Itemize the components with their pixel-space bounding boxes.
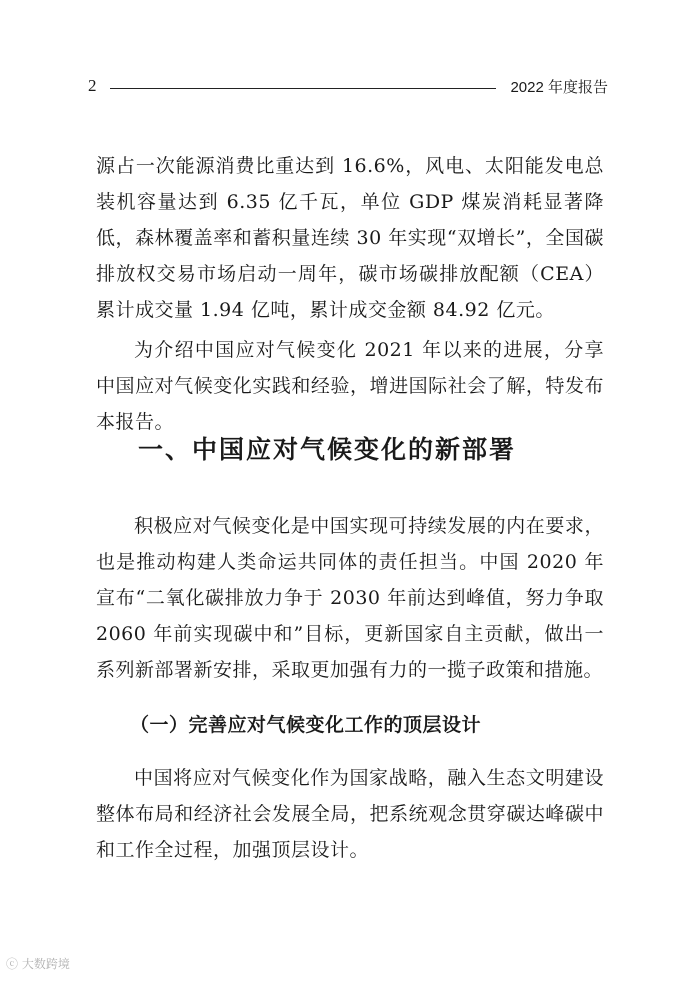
paragraph-continued: 源占一次能源消费比重达到 16.6%，风电、太阳能发电总装机容量达到 6.35 亿千瓦，单位 GDP 煤炭消耗显著降低，森林覆盖率和蓄积量连续 30 年实现“双增长”，全国碳排放权交易市场启动一周年，碳市场碳排放配额（CEA）累计成交量 1.94 亿吨，累计成交金额 84.92 亿元。 — [96, 155, 604, 321]
watermark-text: 大数跨境 — [21, 957, 70, 971]
subsection-heading: （一）完善应对气候变化工作的顶层设计 — [130, 714, 482, 736]
paragraph-intro: 为介绍中国应对气候变化 2021 年以来的进展，分享中国应对气候变化实践和经验，增进国际社会了解，特发布本报告。 — [96, 339, 604, 433]
report-title: 2022 年度报告 — [510, 79, 608, 96]
page-number: 2 — [88, 76, 97, 95]
header-rule — [110, 88, 496, 89]
page-header — [88, 72, 608, 102]
section-heading: 一、中国应对气候变化的新部署 — [138, 435, 517, 464]
paragraph-subsection-1: 中国将应对气候变化作为国家战略，融入生态文明建设整体布局和经济社会发展全局，把系统观念贯穿碳达峰碳中和工作全过程，加强顶层设计。 — [96, 767, 604, 861]
watermark-logo-icon: ⓒ — [6, 957, 19, 971]
paragraph-section-1: 积极应对气候变化是中国实现可持续发展的内在要求，也是推动构建人类命运共同体的责任担当。中国 2020 年宣布“二氧化碳排放力争于 2030 年前达到峰值，努力争取 2060 年前实现碳中和”目标，更新国家自主贡献，做出一系列新部署新安排，采取更加强有力的一揽子政策和措施。 — [96, 515, 604, 681]
watermark — [6, 955, 70, 972]
